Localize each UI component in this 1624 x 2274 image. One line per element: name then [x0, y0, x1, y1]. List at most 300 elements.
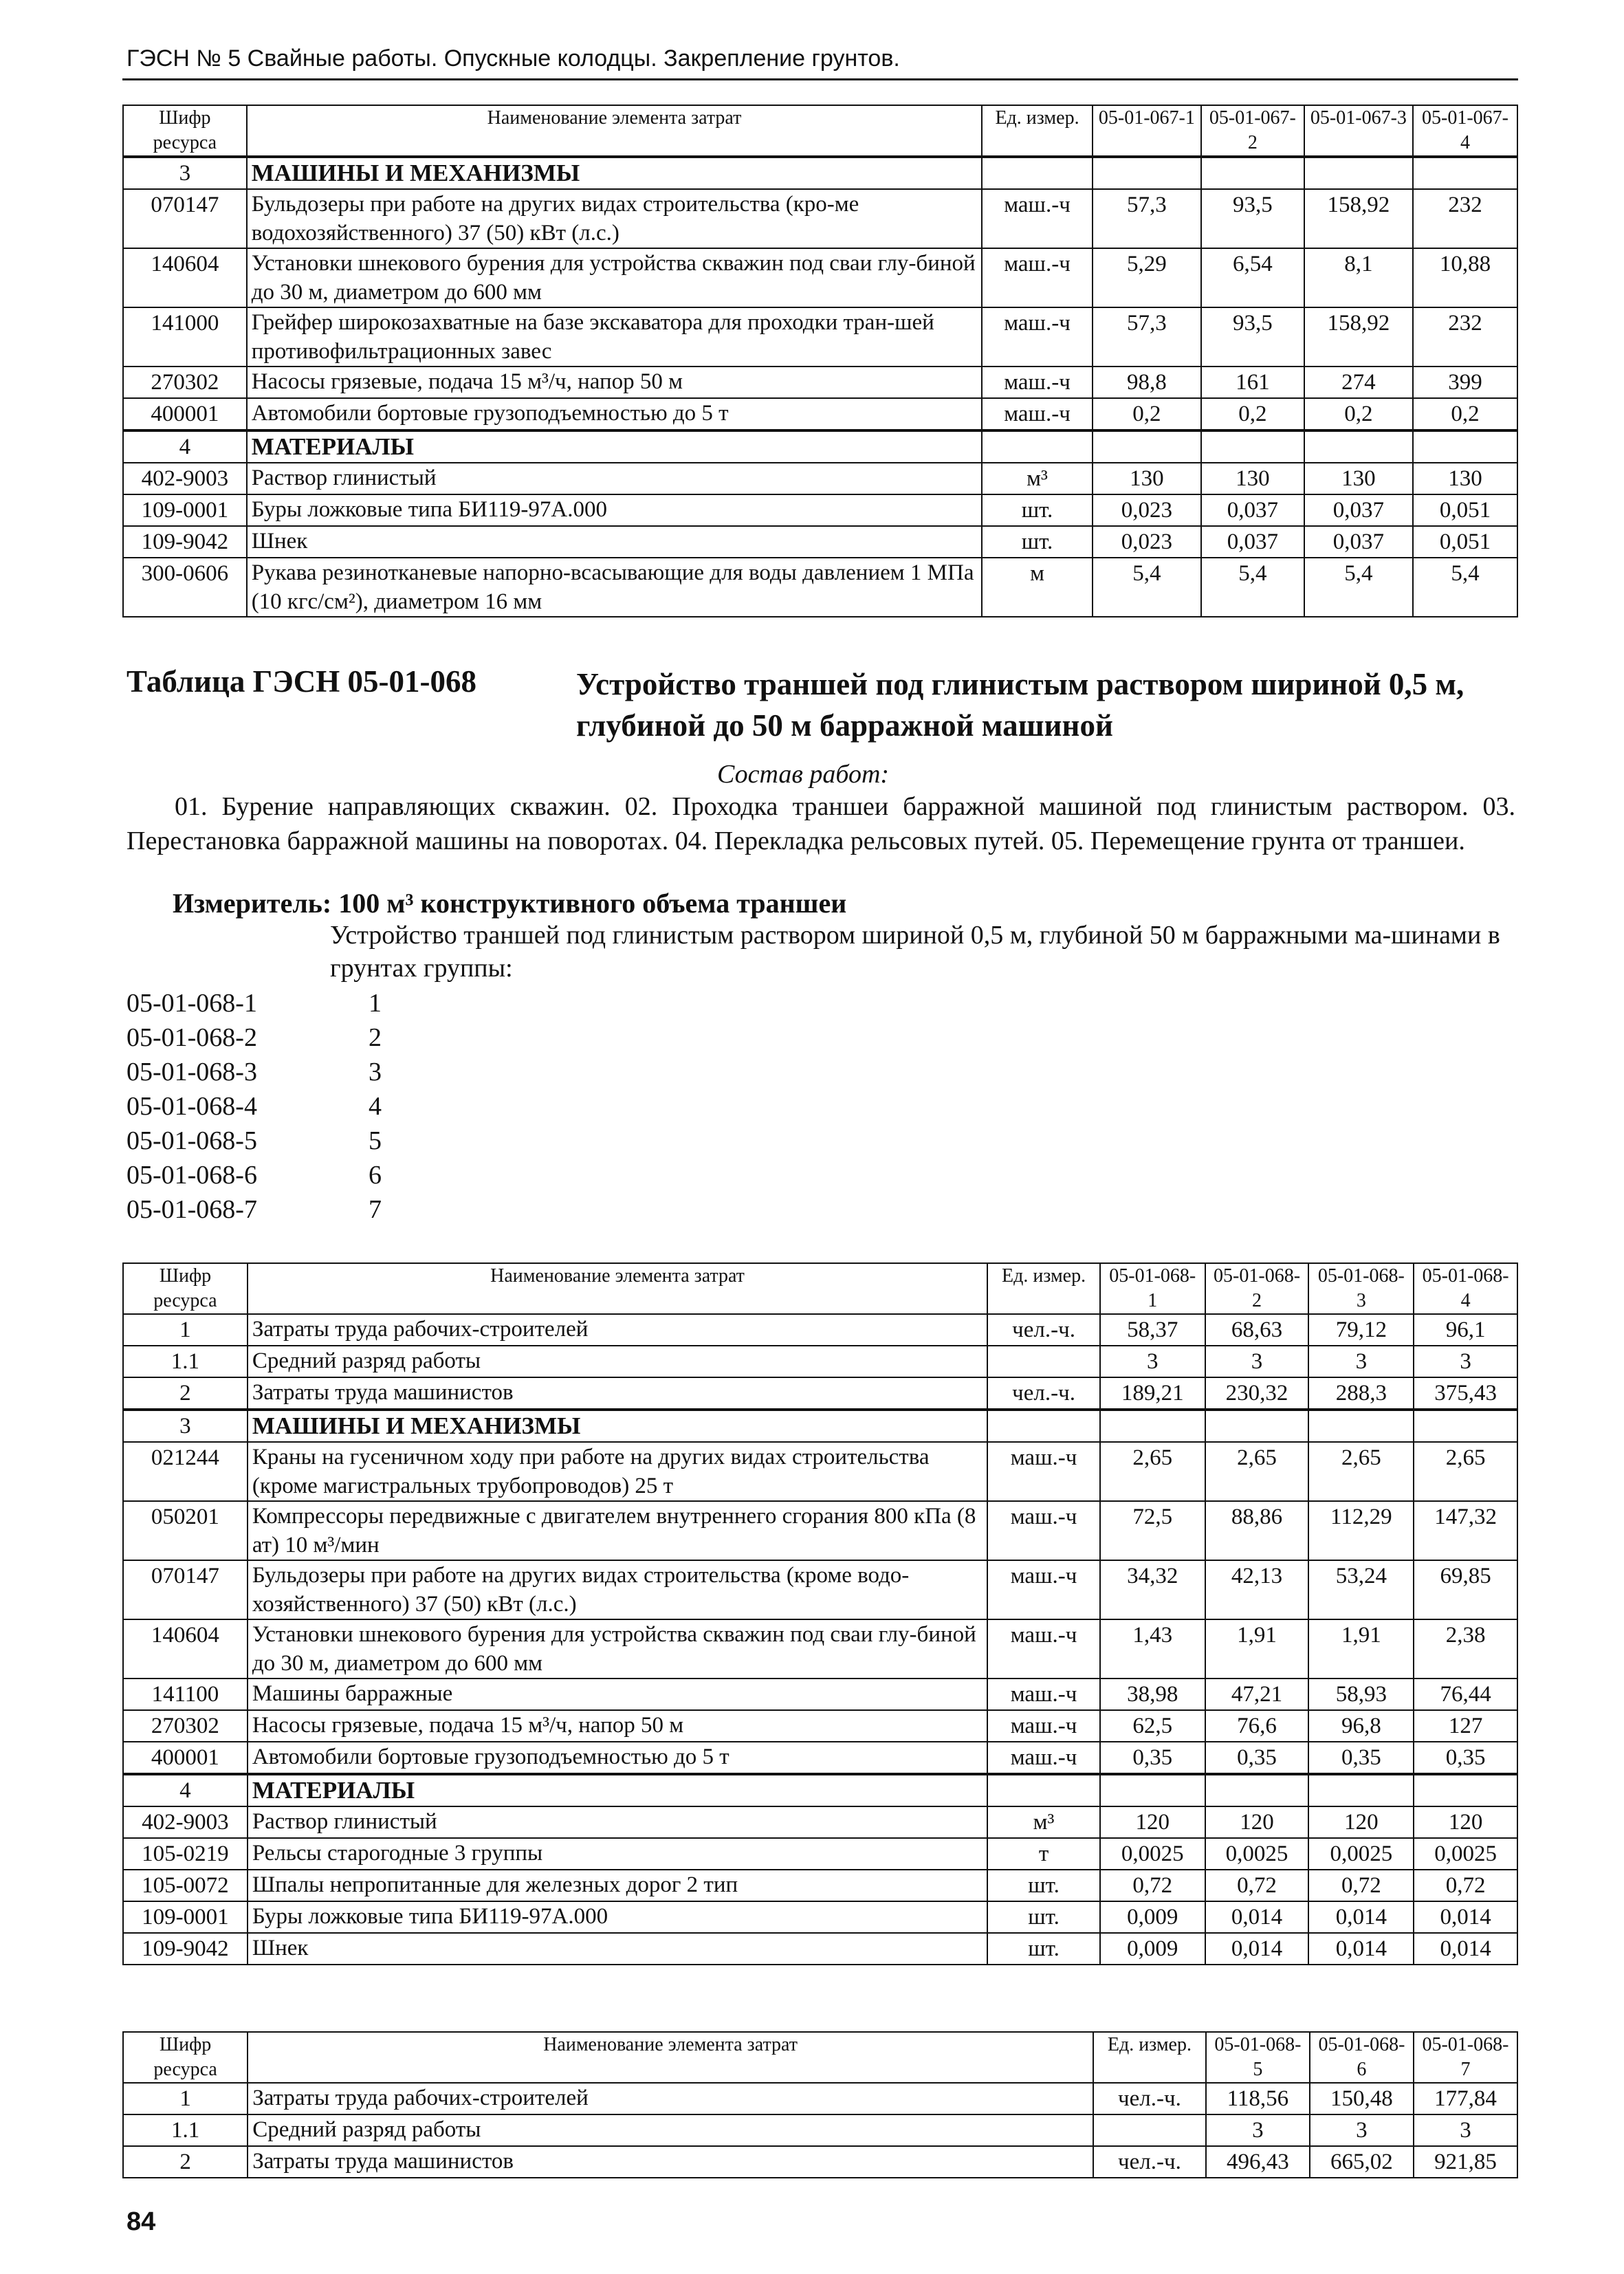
norm-value	[1093, 430, 1201, 463]
table-row	[123, 1933, 1517, 1965]
soil-group: 5	[369, 1126, 382, 1155]
header-norm-code: 05-01-067-1	[1093, 105, 1201, 157]
norm-value: 42,13	[1205, 1560, 1309, 1619]
norm-value	[1201, 157, 1304, 189]
table-row	[123, 307, 1517, 367]
resource-name: Рукава резинотканевые напорно-всасывающие для воды давлением 1 МПа (10 кгс/см²), диаметром 16 мм	[247, 558, 983, 617]
resource-name: Установки шнекового бурения для устройства скважин под сваи глу-биной до 30 м, диаметром до 600 мм	[247, 248, 983, 307]
norm-value: 5,4	[1093, 558, 1201, 617]
resource-name: Компрессоры передвижные с двигателем внутреннего сгорания 800 кПа (8 ат) 10 м³/мин	[248, 1501, 987, 1560]
resource-name: Краны на гусеничном ходу при работе на других видах строительства (кроме магистральных трубопроводов) 25 т	[248, 1442, 987, 1501]
soil-group: 4	[369, 1092, 382, 1121]
norm-value	[1308, 1410, 1414, 1442]
header-name: Наименование элемента затрат	[247, 105, 983, 157]
resource-name: Грейфер широкозахватные на базе экскаватора для проходки тран-шей противофильтрационных завес	[247, 307, 983, 367]
norm-value	[1413, 157, 1517, 189]
code-row	[127, 1055, 382, 1089]
norm-value: 3	[1308, 1346, 1414, 1377]
unit: маш.-ч	[987, 1619, 1100, 1679]
soil-group: 7	[369, 1195, 382, 1224]
resource-code: 300-0606	[123, 558, 247, 617]
norm-value: 120	[1414, 1806, 1517, 1838]
resource-name: Автомобили бортовые грузоподъемностью до 5 т	[247, 398, 983, 430]
table-row	[123, 1679, 1517, 1710]
norm-value: 3	[1414, 2114, 1517, 2146]
norm-value: 79,12	[1308, 1314, 1414, 1346]
table-row	[123, 430, 1517, 463]
table-row	[123, 248, 1517, 307]
norm-value: 5,4	[1201, 558, 1304, 617]
resource-code: 109-9042	[123, 526, 247, 558]
norm-value: 8,1	[1304, 248, 1413, 307]
resource-code: 1	[123, 2083, 248, 2114]
resource-code: 105-0219	[123, 1838, 248, 1870]
resource-code: 402-9003	[123, 1806, 248, 1838]
norm-value: 57,3	[1093, 307, 1201, 367]
header-rule	[122, 78, 1518, 80]
unit: маш.-ч	[982, 398, 1092, 430]
table-row	[123, 398, 1517, 430]
resource-name: Затраты труда машинистов	[248, 1377, 987, 1410]
table-header-row	[123, 105, 1517, 157]
norm-value: 0,014	[1205, 1933, 1309, 1965]
soil-group: 2	[369, 1023, 382, 1052]
norm-value: 158,92	[1304, 307, 1413, 367]
soil-group: 1	[369, 989, 382, 1018]
norm-value: 62,5	[1100, 1710, 1205, 1742]
norm-value: 0,2	[1304, 398, 1413, 430]
table-header-row	[123, 1263, 1517, 1314]
norm-value: 1,43	[1100, 1619, 1205, 1679]
header-name: Наименование элемента затрат	[248, 1263, 987, 1314]
table-row	[123, 1838, 1517, 1870]
table-row	[123, 2114, 1517, 2146]
norm-value: 0,35	[1414, 1742, 1517, 1774]
norm-value: 921,85	[1414, 2146, 1517, 2178]
norm-value: 57,3	[1093, 189, 1201, 248]
table-row	[123, 1442, 1517, 1501]
resource-name: Шпалы непропитанные для железных дорог 2 тип	[248, 1870, 987, 1901]
table-row	[123, 2146, 1517, 2178]
norm-value: 0,0025	[1100, 1838, 1205, 1870]
norm-code: 05-01-068-4	[127, 1092, 257, 1121]
resource-table-068-1-4	[122, 1262, 1518, 1965]
norm-value: 98,8	[1093, 367, 1201, 398]
table-row	[123, 558, 1517, 617]
norm-value: 0,2	[1093, 398, 1201, 430]
resource-name: МАШИНЫ И МЕХАНИЗМЫ	[247, 157, 983, 189]
norm-value: 0,2	[1201, 398, 1304, 430]
norm-value: 2,65	[1308, 1442, 1414, 1501]
resource-code: 1	[123, 1314, 248, 1346]
norm-value	[1205, 1410, 1309, 1442]
unit	[1093, 2114, 1206, 2146]
resource-name: Затраты труда рабочих-строителей	[248, 1314, 987, 1346]
unit: маш.-ч	[987, 1742, 1100, 1774]
table-row	[123, 2083, 1517, 2114]
norm-code: 05-01-068-3	[127, 1058, 257, 1086]
code-row	[127, 986, 382, 1020]
table-row	[123, 1501, 1517, 1560]
norm-value: 0,037	[1201, 494, 1304, 526]
resource-code: 105-0072	[123, 1870, 248, 1901]
unit: маш.-ч	[982, 307, 1092, 367]
table-row	[123, 1560, 1517, 1619]
table-row	[123, 1774, 1517, 1806]
resource-code: 1.1	[123, 1346, 248, 1377]
resource-code: 4	[123, 1774, 248, 1806]
norm-value: 93,5	[1201, 307, 1304, 367]
norm-value: 2,65	[1414, 1442, 1517, 1501]
norm-value: 0,35	[1308, 1742, 1414, 1774]
norm-value: 72,5	[1100, 1501, 1205, 1560]
norm-value: 0,014	[1308, 1933, 1414, 1965]
resource-name: Установки шнекового бурения для устройства скважин под сваи глу-биной до 30 м, диаметром до 600 мм	[248, 1619, 987, 1679]
unit: шт.	[982, 494, 1092, 526]
norm-value: 0,72	[1308, 1870, 1414, 1901]
resource-name: Рельсы старогодные 3 группы	[248, 1838, 987, 1870]
norm-value	[1205, 1774, 1309, 1806]
unit: шт.	[987, 1933, 1100, 1965]
header-norm-code: 05-01-068-3	[1308, 1263, 1414, 1314]
norm-value: 288,3	[1308, 1377, 1414, 1410]
resource-code: 140604	[123, 248, 247, 307]
unit: маш.-ч	[982, 189, 1092, 248]
table-row	[123, 1742, 1517, 1774]
resource-name: Средний разряд работы	[248, 2114, 1093, 2146]
resource-name: Раствор глинистый	[248, 1806, 987, 1838]
norm-value: 0,014	[1308, 1901, 1414, 1933]
norm-value: 76,6	[1205, 1710, 1309, 1742]
header-norm-code: 05-01-068-1	[1100, 1263, 1205, 1314]
norm-value: 47,21	[1205, 1679, 1309, 1710]
norm-value: 6,54	[1201, 248, 1304, 307]
unit: маш.-ч	[987, 1442, 1100, 1501]
norm-value: 177,84	[1414, 2083, 1517, 2114]
norm-value: 2,38	[1414, 1619, 1517, 1679]
resource-code: 141100	[123, 1679, 248, 1710]
norm-value	[1414, 1410, 1517, 1442]
norm-code: 05-01-068-2	[127, 1023, 257, 1052]
resource-code: 070147	[123, 189, 247, 248]
norm-code: 05-01-068-1	[127, 989, 257, 1018]
norm-value: 232	[1413, 307, 1517, 367]
norm-value: 130	[1093, 463, 1201, 494]
norm-value: 130	[1413, 463, 1517, 494]
norm-value: 53,24	[1308, 1560, 1414, 1619]
unit: маш.-ч	[982, 248, 1092, 307]
resource-code: 3	[123, 1410, 248, 1442]
norm-value: 189,21	[1100, 1377, 1205, 1410]
resource-name: МАТЕРИАЛЫ	[247, 430, 983, 463]
resource-code: 109-0001	[123, 1901, 248, 1933]
norm-value: 2,65	[1205, 1442, 1309, 1501]
unit: м	[982, 558, 1092, 617]
norm-value: 96,8	[1308, 1710, 1414, 1742]
norm-value: 0,2	[1413, 398, 1517, 430]
table-row	[123, 463, 1517, 494]
norm-value: 88,86	[1205, 1501, 1309, 1560]
norm-value: 0,051	[1413, 526, 1517, 558]
unit	[987, 1346, 1100, 1377]
norm-value: 3	[1310, 2114, 1414, 2146]
norm-code: 05-01-068-7	[127, 1195, 257, 1224]
unit: м³	[987, 1806, 1100, 1838]
unit	[982, 430, 1092, 463]
norm-value: 3	[1100, 1346, 1205, 1377]
unit: чел.-ч.	[1093, 2146, 1206, 2178]
page-header: ГЭСН № 5 Свайные работы. Опускные колодцы. Закрепление грунтов.	[127, 45, 900, 72]
norm-value: 120	[1205, 1806, 1309, 1838]
unit: маш.-ч	[987, 1710, 1100, 1742]
norm-value: 274	[1304, 367, 1413, 398]
resource-code: 109-0001	[123, 494, 247, 526]
soil-group: 6	[369, 1161, 382, 1190]
header-norm-code: 05-01-068-4	[1414, 1263, 1517, 1314]
resource-code: 4	[123, 430, 247, 463]
resource-name: МАШИНЫ И МЕХАНИЗМЫ	[248, 1410, 987, 1442]
norm-value: 5,4	[1413, 558, 1517, 617]
norm-value: 665,02	[1310, 2146, 1414, 2178]
table-row	[123, 1346, 1517, 1377]
resource-code: 2	[123, 2146, 248, 2178]
norm-value: 112,29	[1308, 1501, 1414, 1560]
norm-value: 3	[1205, 1346, 1309, 1377]
code-row	[127, 1158, 382, 1192]
table-title: Таблица ГЭСН 05-01-068	[127, 664, 476, 699]
norm-value	[1100, 1774, 1205, 1806]
norm-value: 0,72	[1414, 1870, 1517, 1901]
norm-value: 147,32	[1414, 1501, 1517, 1560]
norm-value: 0,037	[1201, 526, 1304, 558]
resource-code: 270302	[123, 1710, 248, 1742]
table-row	[123, 1619, 1517, 1679]
norm-value: 0,35	[1100, 1742, 1205, 1774]
header-norm-code: 05-01-067-2	[1201, 105, 1304, 157]
table-row	[123, 1870, 1517, 1901]
table-row	[123, 1710, 1517, 1742]
norm-code: 05-01-068-5	[127, 1126, 257, 1155]
norm-value: 118,56	[1206, 2083, 1310, 2114]
header-unit: Ед. измер.	[982, 105, 1092, 157]
header-norm-code: 05-01-068-2	[1205, 1263, 1309, 1314]
table-row	[123, 494, 1517, 526]
table-caption: Устройство траншей под глинистым раствором шириной 0,5 м, глубиной до 50 м барражной машиной	[576, 667, 1464, 743]
table-row	[123, 157, 1517, 189]
unit: шт.	[987, 1901, 1100, 1933]
norm-value: 0,051	[1413, 494, 1517, 526]
resource-name: Буры ложковые типа БИ119-97А.000	[247, 494, 983, 526]
works-text: 01. Бурение направляющих скважин. 02. Проходка траншеи барражной машиной под глинистым раствором. 03. Перестановка барражной машины на поворотах. 04. Перекладка рельсовых путей. 05. Перемещение грунта от траншеи.	[127, 792, 1515, 855]
norm-value: 96,1	[1414, 1314, 1517, 1346]
norm-value: 76,44	[1414, 1679, 1517, 1710]
resource-code: 3	[123, 157, 247, 189]
norm-value: 2,65	[1100, 1442, 1205, 1501]
norm-value: 58,37	[1100, 1314, 1205, 1346]
works-heading: Состав работ:	[717, 760, 890, 789]
table-row	[123, 189, 1517, 248]
code-row	[127, 1124, 382, 1158]
norm-value: 0,0025	[1308, 1838, 1414, 1870]
header-unit: Ед. измер.	[1093, 2032, 1206, 2083]
header-norm-code: 05-01-068-6	[1310, 2032, 1414, 2083]
unit	[987, 1774, 1100, 1806]
unit: т	[987, 1838, 1100, 1870]
norm-value: 230,32	[1205, 1377, 1309, 1410]
norm-value	[1304, 157, 1413, 189]
norm-value: 120	[1308, 1806, 1414, 1838]
norm-value: 0,037	[1304, 494, 1413, 526]
norm-value: 38,98	[1100, 1679, 1205, 1710]
norm-value: 399	[1413, 367, 1517, 398]
resource-code: 270302	[123, 367, 247, 398]
norm-value: 5,4	[1304, 558, 1413, 617]
table-row	[123, 1901, 1517, 1933]
norm-value: 127	[1414, 1710, 1517, 1742]
resource-code: 141000	[123, 307, 247, 367]
norm-value: 161	[1201, 367, 1304, 398]
norm-value	[1414, 1774, 1517, 1806]
unit: маш.-ч	[987, 1560, 1100, 1619]
norm-value: 0,35	[1205, 1742, 1309, 1774]
code-row	[127, 1089, 382, 1124]
norm-value: 130	[1201, 463, 1304, 494]
unit: маш.-ч	[982, 367, 1092, 398]
unit: чел.-ч.	[1093, 2083, 1206, 2114]
unit: маш.-ч	[987, 1679, 1100, 1710]
norm-value: 0,014	[1205, 1901, 1309, 1933]
resource-name: Раствор глинистый	[247, 463, 983, 494]
header-unit: Ед. измер.	[987, 1263, 1100, 1314]
resource-name: Затраты труда рабочих-строителей	[248, 2083, 1093, 2114]
header-code: Шифр ресурса	[123, 2032, 248, 2083]
meter-label: Измеритель: 100 м³ конструктивного объема траншеи	[173, 888, 847, 919]
norm-value: 0,009	[1100, 1933, 1205, 1965]
norm-value: 0,014	[1414, 1933, 1517, 1965]
norm-value: 375,43	[1414, 1377, 1517, 1410]
table-row	[123, 1806, 1517, 1838]
norm-value: 34,32	[1100, 1560, 1205, 1619]
norm-value: 130	[1304, 463, 1413, 494]
norm-value: 58,93	[1308, 1679, 1414, 1710]
norm-value: 69,85	[1414, 1560, 1517, 1619]
resource-code: 140604	[123, 1619, 248, 1679]
resource-code: 070147	[123, 1560, 248, 1619]
soil-group: 3	[369, 1058, 382, 1086]
norm-value: 0,014	[1414, 1901, 1517, 1933]
resource-name: Автомобили бортовые грузоподъемностью до 5 т	[248, 1742, 987, 1774]
norm-value	[1304, 430, 1413, 463]
page-number: 84	[127, 2207, 156, 2236]
resource-code: 402-9003	[123, 463, 247, 494]
works-list	[127, 789, 1515, 858]
norm-value: 150,48	[1310, 2083, 1414, 2114]
norm-value: 93,5	[1201, 189, 1304, 248]
resource-name: Затраты труда машинистов	[248, 2146, 1093, 2178]
norm-value	[1201, 430, 1304, 463]
norm-value: 10,88	[1413, 248, 1517, 307]
norm-value: 232	[1413, 189, 1517, 248]
resource-code: 400001	[123, 398, 247, 430]
norm-code: 05-01-068-6	[127, 1161, 257, 1190]
resource-code: 2	[123, 1377, 248, 1410]
resource-table-067	[122, 105, 1518, 617]
table-row	[123, 1410, 1517, 1442]
header-norm-code: 05-01-067-3	[1304, 105, 1413, 157]
header-norm-code: 05-01-067-4	[1413, 105, 1517, 157]
header-code: Шифр ресурса	[123, 105, 247, 157]
resource-code: 400001	[123, 1742, 248, 1774]
norm-value: 68,63	[1205, 1314, 1309, 1346]
norm-value: 5,29	[1093, 248, 1201, 307]
resource-code: 050201	[123, 1501, 248, 1560]
norm-value: 0,023	[1093, 494, 1201, 526]
norm-value: 496,43	[1206, 2146, 1310, 2178]
norm-value: 0,72	[1205, 1870, 1309, 1901]
norm-value: 3	[1206, 2114, 1310, 2146]
code-list	[127, 986, 382, 1227]
header-name: Наименование элемента затрат	[248, 2032, 1093, 2083]
resource-name: Средний разряд работы	[248, 1346, 987, 1377]
table-header-row	[123, 2032, 1517, 2083]
unit: м³	[982, 463, 1092, 494]
norm-value: 0,009	[1100, 1901, 1205, 1933]
norm-value: 0,0025	[1205, 1838, 1309, 1870]
resource-name: Буры ложковые типа БИ119-97А.000	[248, 1901, 987, 1933]
header-norm-code: 05-01-068-5	[1206, 2032, 1310, 2083]
norm-value: 0,72	[1100, 1870, 1205, 1901]
norm-value	[1093, 157, 1201, 189]
norm-value	[1308, 1774, 1414, 1806]
resource-name: Бульдозеры при работе на других видах строительства (кроме водо-хозяйственного) 37 (50) кВт (л.с.)	[248, 1560, 987, 1619]
unit: маш.-ч	[987, 1501, 1100, 1560]
resource-name: Машины барражные	[248, 1679, 987, 1710]
norm-value: 1,91	[1205, 1619, 1309, 1679]
norm-value: 1,91	[1308, 1619, 1414, 1679]
resource-name: МАТЕРИАЛЫ	[248, 1774, 987, 1806]
norm-value: 120	[1100, 1806, 1205, 1838]
resource-name: Насосы грязевые, подача 15 м³/ч, напор 50 м	[247, 367, 983, 398]
unit: чел.-ч.	[987, 1314, 1100, 1346]
unit	[982, 157, 1092, 189]
resource-table-068-5-7	[122, 2031, 1518, 2178]
table-row	[123, 526, 1517, 558]
table-row	[123, 367, 1517, 398]
unit	[987, 1410, 1100, 1442]
resource-code: 1.1	[123, 2114, 248, 2146]
description: Устройство траншей под глинистым раствором шириной 0,5 м, глубиной 50 м барражными ма-шинами в грунтах группы:	[330, 921, 1500, 983]
table-row	[123, 1314, 1517, 1346]
resource-name: Насосы грязевые, подача 15 м³/ч, напор 50 м	[248, 1710, 987, 1742]
resource-code: 109-9042	[123, 1933, 248, 1965]
norm-value: 0,037	[1304, 526, 1413, 558]
norm-value	[1413, 430, 1517, 463]
unit: чел.-ч.	[987, 1377, 1100, 1410]
code-row	[127, 1192, 382, 1227]
norm-value: 0,023	[1093, 526, 1201, 558]
norm-value: 0,0025	[1414, 1838, 1517, 1870]
header-norm-code: 05-01-068-7	[1414, 2032, 1517, 2083]
unit: шт.	[987, 1870, 1100, 1901]
norm-value: 158,92	[1304, 189, 1413, 248]
unit: шт.	[982, 526, 1092, 558]
table-row	[123, 1377, 1517, 1410]
resource-name: Шнек	[247, 526, 983, 558]
resource-code: 021244	[123, 1442, 248, 1501]
resource-name: Бульдозеры при работе на других видах строительства (кро-ме водохозяйственного) 37 (50) кВт (л.с.)	[247, 189, 983, 248]
header-code: Шифр ресурса	[123, 1263, 248, 1314]
norm-value	[1100, 1410, 1205, 1442]
